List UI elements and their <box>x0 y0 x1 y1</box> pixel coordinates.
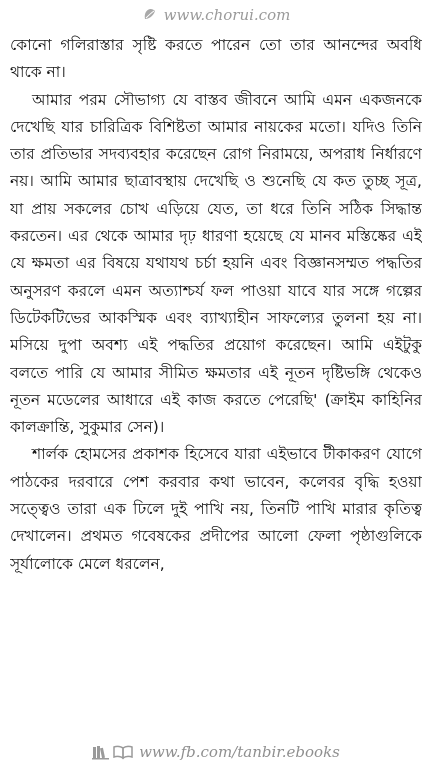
header-site-url: www.chorui.com <box>163 6 291 24</box>
paragraph-continuation: কোনো গলিরাস্তার সৃষ্টি করতে পারেন তো তার আনন্দের অবধি থাকে না। <box>10 36 422 82</box>
paragraph: শার্লক হোমসের প্রকাশক হিসেবে যারা এইভাবে টীকাকরণ যোগে পাঠকের দরবারে পেশ করবার কথা ভাবেন, কলেবর বৃদ্ধি হওয়া সত্ত্বেও তারা এক ঢিলে দুই পাখি নয়, তিনটি পাখি মারার কৃতিত্ব দেখালেন। প্রথমত গবেষকের প্রদীপের আলো ফেলা পৃষ্ঠাগুলিকে সূর্যালোকে মেলে ধরলেন, <box>10 445 422 573</box>
page-header <box>0 4 432 26</box>
open-book-icon <box>113 744 133 760</box>
bookshelf-icon <box>92 744 110 760</box>
paragraph: আমার পরম সৌভাগ্য যে বাস্তব জীবনে আমি এমন একজনকে দেখেছি যার চারিত্রিক বিশিষ্টতা আমার নায়কের মতো। যদিও তিনি তার প্রতিভার সদব্যবহার করেছেন রোগ নিরাময়ে, অপরাধ নির্ধারণে নয়। আমি আমার ছাত্রাবস্থায় দেখেছি ও শুনেছি যে কত তুচ্ছ সূত্র, যা প্রায় সকলের চোখ এড়িয়ে যেত, তা ধরে তিনি সঠিক সিদ্ধান্ত করতেন। এর থেকে আমার দৃঢ় ধারণা হয়েছে যে মানব মস্তিষ্কের এই যে ক্ষমতা এর বিষয়ে যথাযথ চর্চা হয়নি এবং বিজ্ঞানসম্মত পদ্ধতির অনুসরণ করলে এমন অত্যাশ্চর্য ফল পাওয়া যাবে যার সঙ্গে গল্পের ডিটেকটিভের আকস্মিক এবং ব্যাখ্যাহীন সাফল্যের তুলনা হয় না। মসিয়ে দুপা অবশ্য এই পদ্ধতির প্রয়োগ করেছেন। আমি এইটুকু বলতে পারি যে আমার সীমিত ক্ষমতার এই নূতন দৃষ্টিভঙ্গি থেকেও নূতন মডেলের আধারে এই কাজ করতে পেরেছি' (ক্রাইম কাহিনির কালক্রান্তি, সুকুমার সেন)। <box>10 90 422 437</box>
footer-url: www.fb.com/tanbir.ebooks <box>139 743 340 761</box>
page-body-text <box>10 32 422 722</box>
page-footer <box>0 740 432 764</box>
leaf-logo-icon <box>142 7 158 23</box>
